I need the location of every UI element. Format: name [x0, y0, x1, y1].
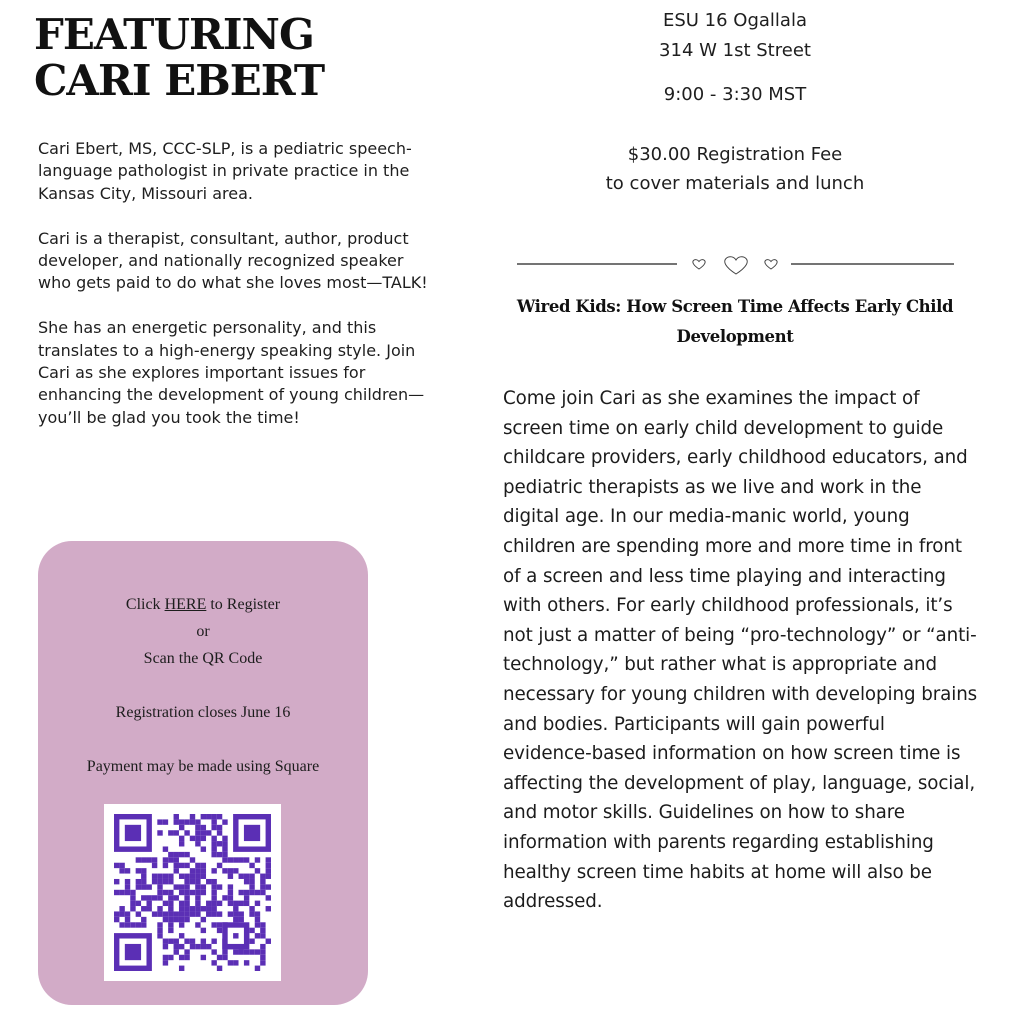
register-here-link[interactable]: HERE: [164, 596, 207, 613]
register-prefix: Click: [125, 596, 165, 613]
fee-note: to cover materials and lunch: [605, 173, 865, 194]
heart-small-left-icon: [693, 260, 705, 269]
bio-paragraph-3: She has an energetic personality, and this translates to a high-energy speaking style. Join Cari as she explores important issues for enhancing the development of young children—you’ll be glad you took the time!: [38, 318, 425, 427]
talk-title: Wired Kids: How Screen Time Affects Early Child Development: [516, 297, 954, 346]
qr-code[interactable]: [104, 804, 281, 981]
register-suffix: to Register: [206, 596, 281, 613]
registration-fee: $30.00 Registration Fee: [627, 144, 843, 165]
featuring-heading: FEATURING CARI EBERT: [34, 10, 325, 105]
register-line: [38, 596, 368, 614]
payment-note: Payment may be made using Square: [86, 758, 320, 775]
event-time: 9:00 - 3:30 MST: [663, 84, 807, 105]
registration-card: [38, 541, 368, 1005]
heart-divider: [517, 252, 954, 276]
registration-deadline: Registration closes June 16: [115, 704, 291, 721]
speaker-bio: [38, 138, 428, 452]
heart-small-right-icon: [765, 260, 777, 269]
talk-description: Come join Cari as she examines the impact of screen time on early child development to guide childcare providers, early childhood educators, and pediatric therapists as we live and work in the digital age. In our media-manic world, young children are spending more and more time in front of a screen and less time playing and interacting with others. For early childhood professionals, it’s not just a matter of being “pro-technology” or “anti-technology,” but rather what is appropriate and necessary for young children with developing brains and bodies. Participants will gain powerful evidence-based information on how screen time is affecting the development of play, language, social, and motor skills. Guidelines on how to share information with parents regarding establishing healthy screen time habits at home will also be addressed.: [503, 388, 978, 913]
qr-code-icon: [114, 814, 271, 971]
heart-large-icon: [725, 257, 748, 274]
bio-paragraph-1: Cari Ebert, MS, CCC-SLP, is a pediatric speech-language pathologist in private practice in the Kansas City, Missouri area.: [38, 139, 412, 203]
scan-qr-text: Scan the QR Code: [143, 650, 263, 667]
bio-paragraph-2: Cari is a therapist, consultant, author, product developer, and nationally recognized speaker who gets paid to do what she loves most—TALK!: [38, 228, 428, 293]
venue-name: ESU 16 Ogallala: [662, 10, 807, 31]
venue-address: 314 W 1st Street: [659, 40, 811, 61]
or-text: or: [196, 623, 210, 640]
